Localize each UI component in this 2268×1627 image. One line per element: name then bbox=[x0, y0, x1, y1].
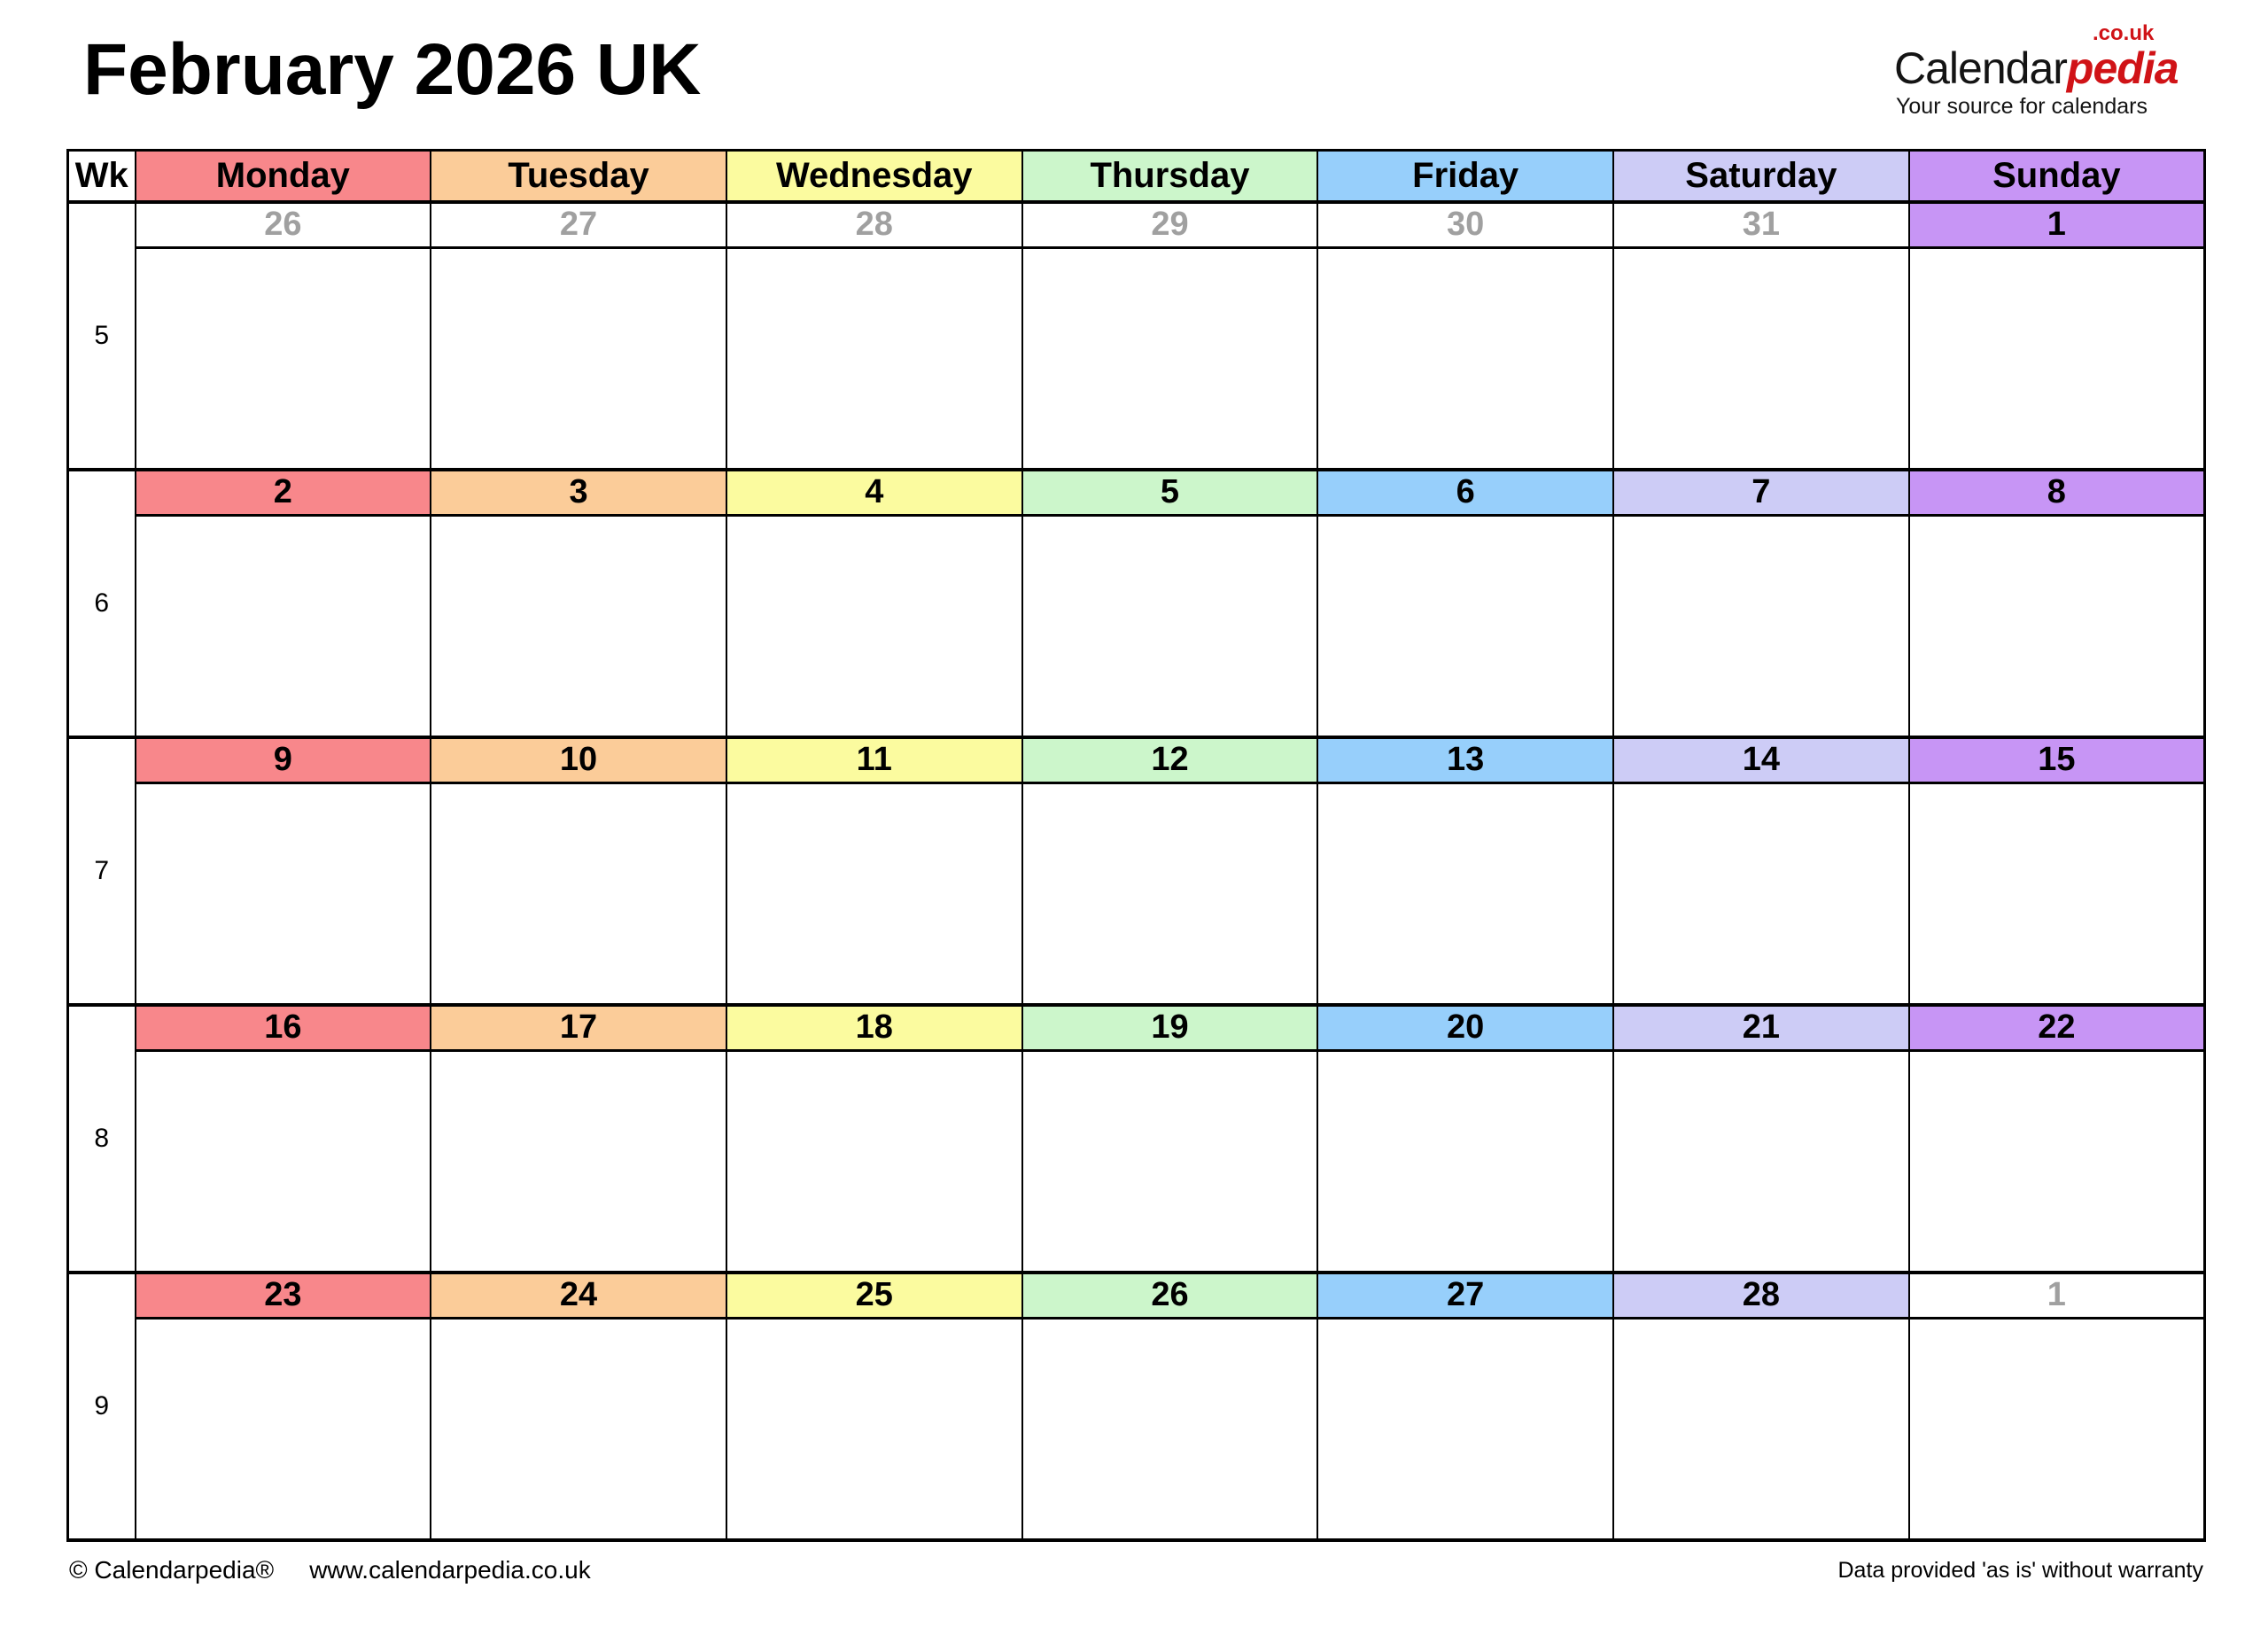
day-body-cell bbox=[1613, 783, 1909, 1005]
day-body-cell bbox=[136, 1051, 431, 1273]
day-header-tuesday: Tuesday bbox=[431, 151, 726, 202]
date-cell-23: 23 bbox=[136, 1273, 431, 1319]
date-cell-18: 18 bbox=[726, 1005, 1022, 1051]
date-cell-9: 9 bbox=[136, 737, 431, 783]
day-body-cell bbox=[1317, 516, 1613, 737]
date-cell-1: 1 bbox=[1909, 202, 2205, 248]
day-header-wednesday: Wednesday bbox=[726, 151, 1022, 202]
day-body-cell bbox=[431, 516, 726, 737]
day-body-cell bbox=[1613, 248, 1909, 470]
week-7-date-row bbox=[68, 737, 2205, 783]
footer-url: www.calendarpedia.co.uk bbox=[309, 1556, 591, 1584]
week-8-date-row bbox=[68, 1005, 2205, 1051]
day-header-saturday: Saturday bbox=[1613, 151, 1909, 202]
week-9-date-row bbox=[68, 1273, 2205, 1319]
day-body-cell bbox=[726, 1051, 1022, 1273]
day-body-cell bbox=[136, 248, 431, 470]
day-body-cell bbox=[726, 783, 1022, 1005]
date-cell-5: 5 bbox=[1022, 470, 1318, 516]
date-cell-31-adjacent: 31 bbox=[1613, 202, 1909, 248]
logo-couk-superscript: .co.uk bbox=[2093, 21, 2155, 45]
date-cell-10: 10 bbox=[431, 737, 726, 783]
date-cell-6: 6 bbox=[1317, 470, 1613, 516]
date-cell-27: 27 bbox=[1317, 1273, 1613, 1319]
day-body-cell bbox=[1909, 783, 2205, 1005]
day-body-cell bbox=[431, 1051, 726, 1273]
day-body-cell bbox=[1909, 1319, 2205, 1540]
day-body-cell bbox=[1909, 248, 2205, 470]
week-6-date-row bbox=[68, 470, 2205, 516]
week-8-body-row bbox=[68, 1051, 2205, 1273]
day-body-cell bbox=[1613, 1319, 1909, 1540]
week-number-5: 5 bbox=[68, 202, 136, 470]
date-cell-2: 2 bbox=[136, 470, 431, 516]
date-cell-11: 11 bbox=[726, 737, 1022, 783]
day-body-cell bbox=[1909, 516, 2205, 737]
date-cell-4: 4 bbox=[726, 470, 1022, 516]
date-cell-13: 13 bbox=[1317, 737, 1613, 783]
date-cell-25: 25 bbox=[726, 1273, 1022, 1319]
week-6-body-row bbox=[68, 516, 2205, 737]
date-cell-19: 19 bbox=[1022, 1005, 1318, 1051]
date-cell-20: 20 bbox=[1317, 1005, 1613, 1051]
date-cell-28: 28 bbox=[1613, 1273, 1909, 1319]
logo-wordmark-red: pedia bbox=[2066, 43, 2179, 93]
footer-left bbox=[69, 1556, 591, 1584]
day-body-cell bbox=[726, 1319, 1022, 1540]
week-5-body-row bbox=[68, 248, 2205, 470]
date-cell-22: 22 bbox=[1909, 1005, 2205, 1051]
date-cell-8: 8 bbox=[1909, 470, 2205, 516]
day-body-cell bbox=[136, 516, 431, 737]
date-cell-26-adjacent: 26 bbox=[136, 202, 431, 248]
date-cell-17: 17 bbox=[431, 1005, 726, 1051]
date-cell-29-adjacent: 29 bbox=[1022, 202, 1318, 248]
day-header-friday: Friday bbox=[1317, 151, 1613, 202]
footer-copyright: © Calendarpedia® bbox=[69, 1556, 275, 1584]
day-header-monday: Monday bbox=[136, 151, 431, 202]
date-cell-21: 21 bbox=[1613, 1005, 1909, 1051]
day-body-cell bbox=[1022, 516, 1318, 737]
date-cell-1-adjacent: 1 bbox=[1909, 1273, 2205, 1319]
day-body-cell bbox=[431, 248, 726, 470]
date-cell-3: 3 bbox=[431, 470, 726, 516]
day-body-cell bbox=[1317, 248, 1613, 470]
day-body-cell bbox=[1317, 1051, 1613, 1273]
day-body-cell bbox=[1022, 248, 1318, 470]
date-cell-15: 15 bbox=[1909, 737, 2205, 783]
day-body-cell bbox=[1317, 783, 1613, 1005]
date-cell-30-adjacent: 30 bbox=[1317, 202, 1613, 248]
day-body-cell bbox=[431, 783, 726, 1005]
day-body-cell bbox=[136, 1319, 431, 1540]
logo-wordmark bbox=[1894, 43, 2179, 94]
calendar-table bbox=[66, 149, 2206, 1542]
wk-column-header: Wk bbox=[68, 151, 136, 202]
day-body-cell bbox=[1022, 1051, 1318, 1273]
week-number-7: 7 bbox=[68, 737, 136, 1005]
day-header-sunday: Sunday bbox=[1909, 151, 2205, 202]
footer-disclaimer: Data provided 'as is' without warranty bbox=[1837, 1558, 2203, 1583]
calendarpedia-logo bbox=[1894, 21, 2204, 121]
day-body-cell bbox=[1317, 1319, 1613, 1540]
day-body-cell bbox=[1613, 516, 1909, 737]
page-title: February 2026 UK bbox=[83, 29, 702, 110]
day-body-cell bbox=[431, 1319, 726, 1540]
date-cell-28-adjacent: 28 bbox=[726, 202, 1022, 248]
day-header-row bbox=[68, 151, 2205, 202]
date-cell-12: 12 bbox=[1022, 737, 1318, 783]
week-5-date-row bbox=[68, 202, 2205, 248]
date-cell-26: 26 bbox=[1022, 1273, 1318, 1319]
week-number-9: 9 bbox=[68, 1273, 136, 1540]
week-number-8: 8 bbox=[68, 1005, 136, 1273]
date-cell-7: 7 bbox=[1613, 470, 1909, 516]
week-number-6: 6 bbox=[68, 470, 136, 737]
day-body-cell bbox=[136, 783, 431, 1005]
date-cell-24: 24 bbox=[431, 1273, 726, 1319]
day-body-cell bbox=[1613, 1051, 1909, 1273]
date-cell-16: 16 bbox=[136, 1005, 431, 1051]
logo-wordmark-black: Calendar bbox=[1894, 43, 2067, 93]
day-body-cell bbox=[1022, 1319, 1318, 1540]
day-body-cell bbox=[726, 516, 1022, 737]
day-body-cell bbox=[1022, 783, 1318, 1005]
day-body-cell bbox=[726, 248, 1022, 470]
date-cell-27-adjacent: 27 bbox=[431, 202, 726, 248]
logo-tagline: Your source for calendars bbox=[1896, 94, 2148, 119]
date-cell-14: 14 bbox=[1613, 737, 1909, 783]
day-body-cell bbox=[1909, 1051, 2205, 1273]
week-9-body-row bbox=[68, 1319, 2205, 1540]
week-7-body-row bbox=[68, 783, 2205, 1005]
day-header-thursday: Thursday bbox=[1022, 151, 1318, 202]
